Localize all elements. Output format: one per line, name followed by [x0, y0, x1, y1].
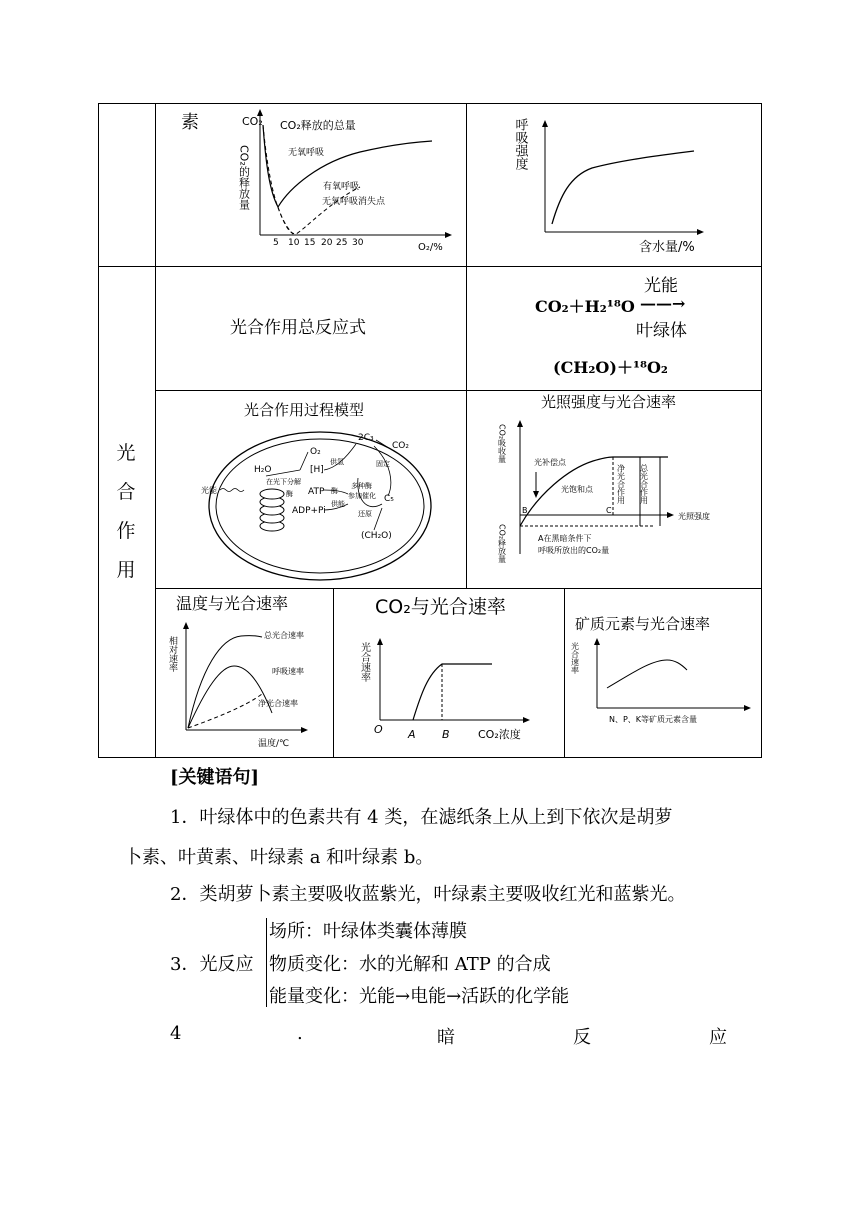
co2-chart-b: B [442, 728, 450, 741]
light-chart-ylabel-bottom: CO₂释放量 [498, 524, 507, 564]
mineral-chart-xlabel: N、P、K等矿质元素含量 [609, 715, 698, 724]
overall-equation-label: 光合作用总反应式 [230, 318, 366, 338]
co2-chart-a: A [408, 728, 416, 741]
model-multi1: 多种酶 [351, 482, 372, 490]
light-intensity-chart [498, 414, 760, 579]
o2-chart-total-label: CO₂释放的总量 [280, 119, 356, 132]
water-chart-ylabel: 呼吸强度 [512, 118, 528, 170]
model-enzyme2: 酶 [331, 487, 338, 495]
co2-chart-origin: O [374, 723, 383, 736]
equation-right: (CH₂O)＋¹⁸O₂ [553, 358, 668, 377]
equation-arrow: ——→ [640, 294, 686, 313]
svg-text:20: 20 [321, 238, 333, 248]
mineral-chart [571, 636, 756, 732]
svg-text:30: 30 [352, 238, 364, 248]
light-chart-xlabel: 光照强度 [678, 512, 710, 521]
o2-chart-ylabel: CO₂的释放量 [237, 145, 251, 210]
row1-label-fragment: 素 [181, 112, 199, 133]
equation-left: CO₂＋H₂¹⁸O [535, 297, 635, 316]
key-item-3-energy: 能量变化：光能→电能→活跃的化学能 [269, 986, 570, 1007]
o2-chart-xlabel: O₂/% [418, 242, 443, 253]
co2-chart-xlabel: CO₂浓度 [478, 728, 521, 741]
model-h: [H] [310, 465, 324, 475]
light-chart-point-b: B [522, 506, 528, 515]
light-chart-point-c: C [606, 506, 612, 515]
key-item-4-char3: 应 [709, 1027, 727, 1048]
mineral-chart-title: 矿质元素与光合速率 [575, 615, 711, 633]
svg-text:15: 15 [304, 238, 316, 248]
o2-chart-ylabel-1: CO₂ [242, 115, 263, 128]
model-atp: ATP [308, 487, 325, 497]
temp-chart-ylabel: 相对速率 [167, 636, 177, 672]
equation-condition-top: 光能 [644, 276, 678, 296]
temp-chart-xlabel: 温度/℃ [258, 739, 290, 749]
photosynthesis-section-label: 光 合 作 用 [116, 442, 136, 581]
model-supply-h: 供氢 [330, 458, 344, 466]
process-model-diagram [196, 418, 432, 584]
model-multi2: 参加催化 [348, 492, 376, 500]
model-co2: CO₂ [392, 441, 409, 451]
model-reduce: 还原 [358, 510, 372, 518]
model-h2o: H₂O [254, 465, 272, 475]
water-chart-xlabel: 含水量/% [639, 240, 695, 255]
light-chart-comp-point: 光补偿点 [534, 458, 566, 467]
mineral-chart-ylabel: 光合速率 [571, 642, 580, 674]
model-ch2o: (CH₂O) [361, 531, 392, 541]
svg-text:5: 5 [273, 238, 279, 248]
temp-chart-net: 净光合速率 [258, 699, 298, 708]
model-fix: 固定 [376, 460, 390, 468]
process-model-title: 光合作用过程模型 [244, 401, 365, 419]
light-chart-note-1: A在黑暗条件下 [538, 534, 592, 543]
temp-chart-title: 温度与光合速率 [176, 594, 289, 613]
light-chart-title: 光照强度与光合速率 [541, 393, 677, 411]
model-supply-e: 供能 [331, 500, 345, 508]
water-respiration-chart [512, 104, 712, 260]
co2-chart [356, 634, 536, 746]
model-split: 在光下分解 [266, 478, 301, 486]
equation-condition-bottom: 叶绿体 [636, 321, 687, 341]
temp-chart-resp: 呼吸速率 [272, 667, 304, 676]
temperature-chart [166, 618, 316, 752]
o2-chart-vanish-label: 无氧呼吸消失点 [322, 197, 386, 207]
model-c3: 2C₃ [358, 433, 374, 443]
key-item-1-line-2: 卜素、叶黄素、叶绿素 a 和叶绿素 b。 [124, 847, 434, 868]
light-chart-total-rate: 总光合作用 [639, 464, 649, 504]
co2-chart-title: CO₂与光合速率 [375, 596, 506, 618]
co2-chart-ylabel: 光合速率 [358, 642, 370, 682]
key-item-4-char1: 暗 [437, 1027, 455, 1048]
key-item-3-site: 场所：叶绿体类囊体薄膜 [269, 921, 467, 942]
model-adp: ADP+Pi [292, 506, 326, 516]
key-item-2: 2．类胡萝卜素主要吸收蓝紫光，叶绿素主要吸收红光和蓝紫光。 [170, 884, 686, 905]
o2-chart-aerobic-label: 有氧呼吸 [323, 182, 360, 192]
key-sentences-heading: [关键语句] [170, 767, 260, 788]
model-enzyme1: 酶 [286, 490, 293, 498]
light-chart-note-2: 呼吸所放出的CO₂量 [538, 546, 610, 555]
light-chart-sat-point: 光饱和点 [561, 485, 593, 494]
model-light-label: 光能 [201, 486, 217, 495]
light-chart-net-rate: 净光合作用 [616, 464, 626, 504]
light-chart-ylabel-top: CO₂吸收量 [498, 424, 507, 464]
key-item-3-label: 3．光反应 [170, 954, 254, 975]
key-item-3-matter: 物质变化：水的光解和 ATP 的合成 [269, 954, 551, 975]
model-o2: O₂ [310, 447, 321, 457]
svg-text:10: 10 [288, 238, 300, 248]
svg-text:25: 25 [336, 238, 348, 248]
key-item-4-dot: . [297, 1023, 303, 1044]
model-c5: C₅ [384, 494, 394, 504]
key-item-4-num: 4 [170, 1023, 182, 1044]
key-item-4-char2: 反 [573, 1027, 591, 1048]
key-item-1-line-1: 1．叶绿体中的色素共有 4 类，在滤纸条上从上到下依次是胡萝 [170, 807, 673, 828]
temp-chart-total: 总光合速率 [264, 631, 304, 640]
o2-respiration-chart [230, 107, 460, 257]
o2-chart-anaerobic-label: 无氧呼吸 [288, 148, 325, 158]
